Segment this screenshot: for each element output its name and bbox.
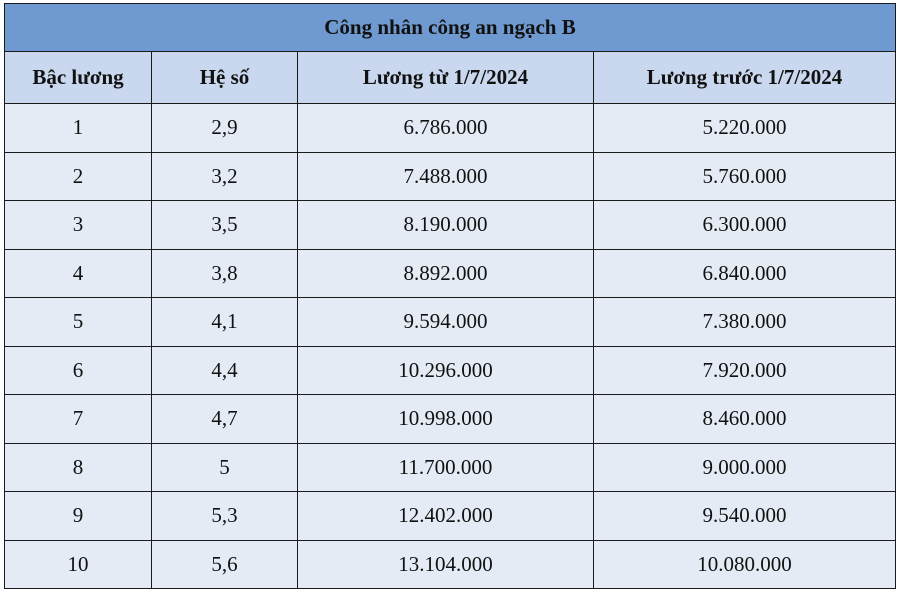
cell-bac-luong: 9 (5, 492, 152, 541)
salary-table-container (4, 3, 895, 592)
column-header-luong-truoc: Lương trước 1/7/2024 (594, 52, 896, 104)
cell-luong-truoc: 6.840.000 (594, 249, 896, 298)
cell-he-so: 5 (152, 443, 298, 492)
cell-bac-luong: 5 (5, 298, 152, 347)
cell-he-so: 5,6 (152, 540, 298, 589)
cell-luong-truoc: 6.300.000 (594, 201, 896, 250)
cell-luong-truoc: 9.540.000 (594, 492, 896, 541)
cell-he-so: 4,4 (152, 346, 298, 395)
cell-bac-luong: 3 (5, 201, 152, 250)
cell-he-so: 3,2 (152, 152, 298, 201)
cell-bac-luong: 7 (5, 395, 152, 444)
cell-luong-truoc: 5.220.000 (594, 104, 896, 153)
cell-luong-truoc: 10.080.000 (594, 540, 896, 589)
cell-luong-tu: 11.700.000 (298, 443, 594, 492)
cell-luong-truoc: 7.920.000 (594, 346, 896, 395)
column-header-bac-luong: Bậc lương (5, 52, 152, 104)
cell-bac-luong: 2 (5, 152, 152, 201)
cell-he-so: 4,7 (152, 395, 298, 444)
table-row (5, 443, 896, 492)
table-row (5, 298, 896, 347)
table-row (5, 395, 896, 444)
table-row (5, 492, 896, 541)
cell-luong-tu: 6.786.000 (298, 104, 594, 153)
cell-bac-luong: 1 (5, 104, 152, 153)
table-row (5, 346, 896, 395)
cell-he-so: 5,3 (152, 492, 298, 541)
cell-luong-truoc: 7.380.000 (594, 298, 896, 347)
cell-he-so: 3,5 (152, 201, 298, 250)
cell-luong-tu: 8.892.000 (298, 249, 594, 298)
table-title: Công nhân công an ngạch B (5, 4, 896, 52)
cell-bac-luong: 8 (5, 443, 152, 492)
table-row (5, 249, 896, 298)
table-row (5, 104, 896, 153)
table-row (5, 540, 896, 589)
table-row (5, 152, 896, 201)
table-body (5, 104, 896, 589)
cell-luong-truoc: 5.760.000 (594, 152, 896, 201)
cell-luong-tu: 13.104.000 (298, 540, 594, 589)
table-header-row (5, 52, 896, 104)
cell-luong-truoc: 8.460.000 (594, 395, 896, 444)
cell-he-so: 2,9 (152, 104, 298, 153)
cell-bac-luong: 10 (5, 540, 152, 589)
column-header-he-so: Hệ số (152, 52, 298, 104)
cell-bac-luong: 6 (5, 346, 152, 395)
salary-table (4, 3, 896, 589)
cell-he-so: 4,1 (152, 298, 298, 347)
cell-luong-tu: 9.594.000 (298, 298, 594, 347)
cell-luong-tu: 10.998.000 (298, 395, 594, 444)
cell-luong-tu: 10.296.000 (298, 346, 594, 395)
cell-luong-tu: 8.190.000 (298, 201, 594, 250)
column-header-luong-tu: Lương từ 1/7/2024 (298, 52, 594, 104)
cell-luong-tu: 12.402.000 (298, 492, 594, 541)
table-title-row (5, 4, 896, 52)
table-row (5, 201, 896, 250)
cell-luong-tu: 7.488.000 (298, 152, 594, 201)
cell-luong-truoc: 9.000.000 (594, 443, 896, 492)
cell-bac-luong: 4 (5, 249, 152, 298)
cell-he-so: 3,8 (152, 249, 298, 298)
